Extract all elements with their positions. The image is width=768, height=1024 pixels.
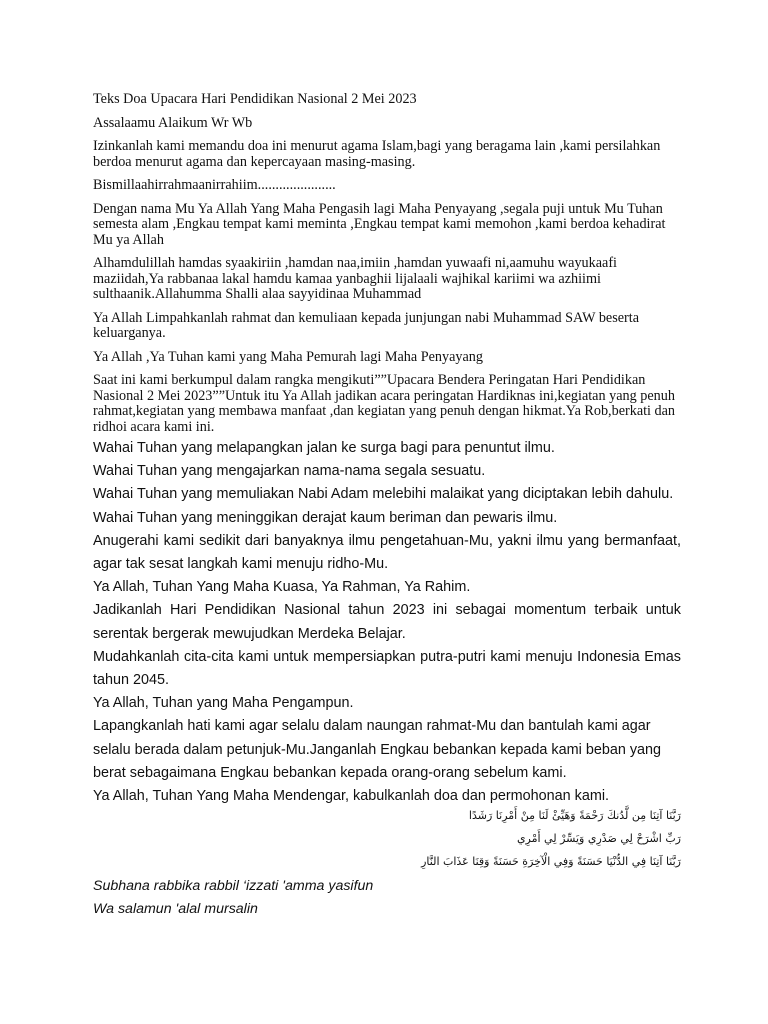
prayer-line: Wahai Tuhan yang melapangkan jalan ke surga bagi para penuntut ilmu. — [93, 440, 555, 456]
paragraph-praise: Dengan nama Mu Ya Allah Yang Maha Pengasih lagi Maha Penyayang ,segala puji untuk Mu Tuhan semesta alam ,Engkau tempat kami meminta ,Engkau tempat kami memohon ,kami berdoa kehadirat Mu ya Allah — [93, 200, 666, 248]
greeting: Assalaamu Alaikum Wr Wb — [93, 114, 253, 131]
prayer-line: Wahai Tuhan yang meninggikan derajat kaum beriman dan pewaris ilmu. — [93, 509, 558, 526]
arabic-line: رَبِّ اشْرَحْ لِي صَدْرِي وَيَسِّرْ لِي أَمْرِي — [516, 832, 681, 846]
document-title: Teks Doa Upacara Hari Pendidikan Nasional 2 Mei 2023 — [93, 91, 417, 107]
prayer-line: Jadikanlah Hari Pendidikan Nasional tahun 2023 ini sebagai momentum terbaik untuk serentak bergerak mewujudkan Merdeka Belajar. — [93, 602, 681, 642]
arabic-line: رَبَّنَا آتِنَا مِن لَّدُنكَ رَحْمَةً وَهَيِّئْ لَنَا مِنْ أَمْرِنَا رَشَدًا — [468, 809, 681, 823]
arabic-prayers — [93, 804, 681, 873]
prayer-line: Lapangkanlah hati kami agar selalu dalam naungan rahmat-Mu dan bantulah kami agar selalu berada dalam petunjuk-Mu.Janganlah Engkau bebankan kepada kami beban yang berat sebagaimana Engkau bebankan kepada orang-orang sebelum kami. — [93, 718, 662, 781]
prayer-line: Mudahkanlah cita-cita kami untuk mempersiapkan putra-putri kami menuju Indonesia Emas tahun 2045. — [93, 648, 681, 689]
prayer-line: Anugerahi kami sedikit dari banyaknya ilmu pengetahuan-Mu, yakni ilmu yang bermanfaat, agar tak sesat langkah kami menuju ridho-Mu. — [93, 532, 681, 573]
paragraph-invocation: Ya Allah ,Ya Tuhan kami yang Maha Pemurah lagi Maha Penyayang — [93, 348, 483, 365]
document-page — [93, 92, 681, 921]
prayer-line: Wahai Tuhan yang mengajarkan nama-nama segala sesuatu. — [93, 463, 486, 480]
paragraph-bismillah: Bismillaahirrahmaanirrahiim...................... — [93, 177, 336, 193]
paragraph-occasion: Saat ini kami berkumpul dalam rangka mengikuti””Upacara Bendera Peringatan Hari Pendidikan Nasional 2 Mei 2023””Untuk itu Ya Allah jadikan acara peringatan Hardiknas ini,kegiatan yang penuh rahmat,kegiatan yang membawa manfaat ,dan kegiatan yang penuh dengan hikmat.Ya Rob,berkati dan ridhoi acara kami ini. — [93, 372, 676, 435]
paragraph-hamdalah: Alhamdulillah hamdas syaakiriin ,hamdan naa,imiin ,hamdan yuwaafi ni,aamuhu wayukaafi maziidah,Ya rabbanaa lakal hamdu kamaa yanbaghii lijalaali wajhikal kariimi wa azhiimi sulthaanik.Allahumma Shalli alaa sayyidinaa Muhammad — [93, 255, 617, 302]
closing-line: Wa salamun 'alal mursalin — [93, 901, 258, 918]
prayer-line: Ya Allah, Tuhan Yang Maha Mendengar, kabulkanlah doa dan permohonan kami. — [93, 788, 610, 805]
prayer-line: Ya Allah, Tuhan yang Maha Pengampun. — [93, 695, 354, 712]
prayer-line: Wahai Tuhan yang memuliakan Nabi Adam melebihi malaikat yang diciptakan lebih dahulu. — [93, 486, 674, 503]
paragraph-shalawat: Ya Allah Limpahkanlah rahmat dan kemuliaan kepada junjungan nabi Muhammad SAW beserta keluarganya. — [93, 309, 639, 341]
closing-line: Subhana rabbika rabbil ‘izzati 'amma yasifun — [93, 878, 374, 895]
prayer-line: Ya Allah, Tuhan Yang Maha Kuasa, Ya Rahman, Ya Rahim. — [93, 579, 471, 596]
arabic-line: رَبَّنَا آتِنَا فِي الدُّنْيَا حَسَنَةً وَفِي الْآخِرَةِ حَسَنَةً وَقِنَا عَذَابَ النَّارِ — [421, 855, 681, 869]
paragraph-opening: Izinkanlah kami memandu doa ini menurut agama Islam,bagi yang beragama lain ,kami persilahkan berdoa menurut agama dan kepercayaan masing-masing. — [93, 138, 661, 170]
